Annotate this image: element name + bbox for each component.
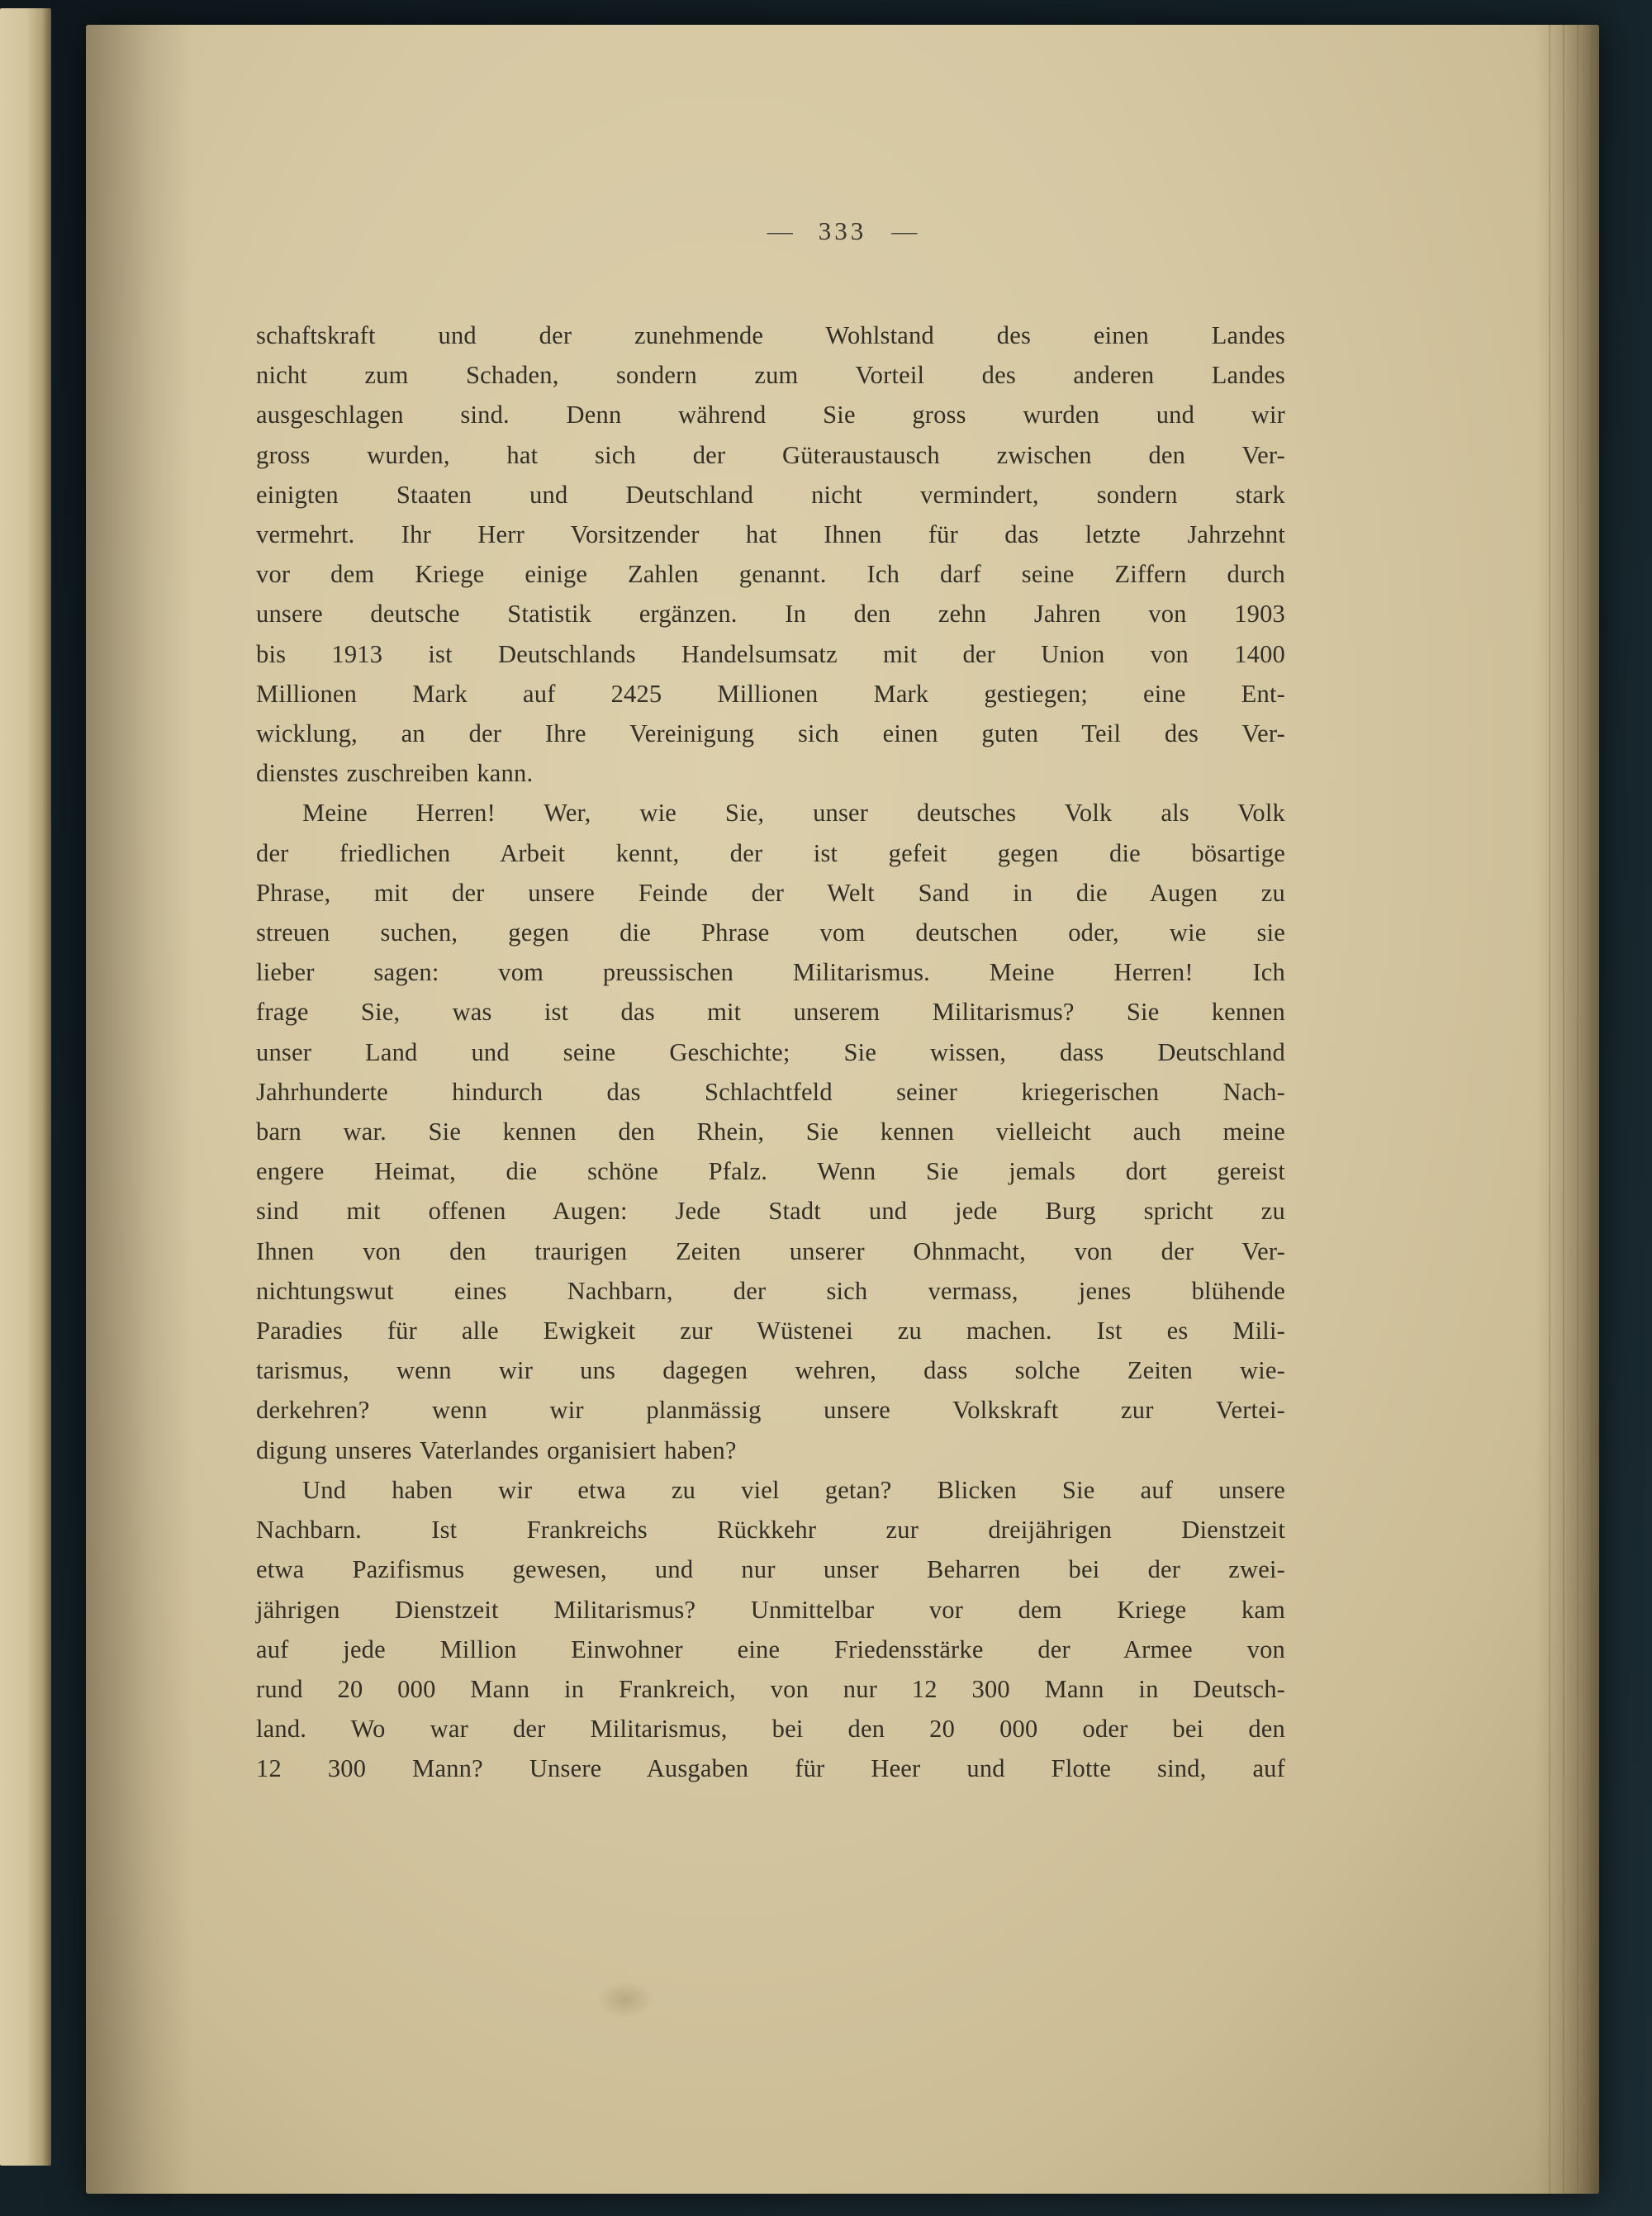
text-line: einigten Staaten und Deutschland nicht vermindert, sondern stark bbox=[256, 480, 1285, 509]
text-line: bis 1913 ist Deutschlands Handelsumsatz mit der Union von 1400 bbox=[256, 639, 1285, 668]
text-line: jährigen Dienstzeit Militarismus? Unmittelbar vor dem Kriege kam bbox=[256, 1595, 1285, 1624]
text-line: vor dem Kriege einige Zahlen genannt. Ich darf seine Ziffern durch bbox=[256, 560, 1285, 589]
page-edge-stack bbox=[1536, 25, 1599, 2194]
binding-gutter-shadow bbox=[86, 25, 193, 2194]
text-line: rund 20 000 Mann in Frankreich, von nur 12 300 Mann in Deutsch- bbox=[256, 1674, 1285, 1703]
text-line: etwa Pazifismus gewesen, und nur unser Beharren bei der zwei- bbox=[256, 1555, 1285, 1584]
text-line: streuen suchen, gegen die Phrase vom deutschen oder, wie sie bbox=[256, 918, 1285, 947]
text-line: ausgeschlagen sind. Denn während Sie gross wurden und wir bbox=[256, 401, 1285, 429]
text-line: schaftskraft und der zunehmende Wohlstand des einen Landes bbox=[256, 321, 1285, 349]
book-page bbox=[86, 25, 1599, 2194]
text-line: nicht zum Schaden, sondern zum Vorteil des anderen Landes bbox=[256, 361, 1285, 390]
paragraph bbox=[256, 793, 1285, 1469]
text-line: gross wurden, hat sich der Güteraustausch zwischen den Ver- bbox=[256, 440, 1285, 469]
text-line: frage Sie, was ist das mit unserem Militarismus? Sie kennen bbox=[256, 998, 1285, 1027]
text-line: Nachbarn. Ist Frankreichs Rückkehr zur dreijährigen Dienstzeit bbox=[256, 1516, 1285, 1545]
text-block bbox=[256, 316, 1285, 1789]
text-line: auf jede Million Einwohner eine Friedensstärke der Armee von bbox=[256, 1635, 1285, 1663]
paragraph bbox=[256, 1470, 1285, 1789]
text-line: engere Heimat, die schöne Pfalz. Wenn Sie jemals dort gereist bbox=[256, 1157, 1285, 1186]
text-line: Und haben wir etwa zu viel getan? Blicken Sie auf unsere bbox=[302, 1475, 1285, 1504]
text-line: Meine Herren! Wer, wie Sie, unser deutsches Volk als Volk bbox=[302, 799, 1285, 828]
text-line: der friedlichen Arbeit kennt, der ist gefeit gegen die bösartige bbox=[256, 838, 1285, 867]
text-line: nichtungswut eines Nachbarn, der sich vermass, jenes blühende bbox=[256, 1276, 1285, 1305]
paragraph bbox=[256, 316, 1285, 793]
text-line: Jahrhunderte hindurch das Schlachtfeld seiner kriegerischen Nach- bbox=[256, 1077, 1285, 1106]
text-line: derkehren? wenn wir planmässig unsere Volkskraft zur Vertei- bbox=[256, 1396, 1285, 1425]
text-line: lieber sagen: vom preussischen Militarismus. Meine Herren! Ich bbox=[256, 958, 1285, 987]
paper-stain bbox=[596, 1981, 654, 2019]
text-line: Ihnen von den traurigen Zeiten unserer Ohnmacht, von der Ver- bbox=[256, 1236, 1285, 1265]
text-line: land. Wo war der Militarismus, bei den 20 000 oder bei den bbox=[256, 1715, 1285, 1744]
text-line: tarismus, wenn wir uns dagegen wehren, dass solche Zeiten wie- bbox=[256, 1356, 1285, 1385]
text-line: digung unseres Vaterlandes organisiert haben? bbox=[256, 1435, 737, 1464]
text-line: vermehrt. Ihr Herr Vorsitzender hat Ihnen für das letzte Jahrzehnt bbox=[256, 520, 1285, 549]
prior-page-edge bbox=[0, 8, 51, 2166]
text-line: Phrase, mit der unsere Feinde der Welt Sand in die Augen zu bbox=[256, 878, 1285, 907]
text-line: unsere deutsche Statistik ergänzen. In den zehn Jahren von 1903 bbox=[256, 600, 1285, 629]
text-line: unser Land und seine Geschichte; Sie wissen, dass Deutschland bbox=[256, 1037, 1285, 1066]
page-number-left-rule: — bbox=[767, 216, 794, 245]
text-line: dienstes zuschreiben kann. bbox=[256, 759, 534, 788]
page-number-right-rule: — bbox=[891, 216, 919, 245]
text-line: Millionen Mark auf 2425 Millionen Mark gestiegen; eine Ent- bbox=[256, 679, 1285, 708]
text-line: wicklung, an der Ihre Vereinigung sich einen guten Teil des Ver- bbox=[256, 719, 1285, 748]
text-line: Paradies für alle Ewigkeit zur Wüstenei zu machen. Ist es Mili- bbox=[256, 1317, 1285, 1345]
text-line: 12 300 Mann? Unsere Ausgaben für Heer und Flotte sind, auf bbox=[256, 1754, 1285, 1783]
text-line: barn war. Sie kennen den Rhein, Sie kennen vielleicht auch meine bbox=[256, 1117, 1285, 1146]
page-number-value: 333 bbox=[818, 216, 867, 245]
page-number bbox=[86, 216, 1599, 246]
text-line: sind mit offenen Augen: Jede Stadt und jede Burg spricht zu bbox=[256, 1197, 1285, 1226]
